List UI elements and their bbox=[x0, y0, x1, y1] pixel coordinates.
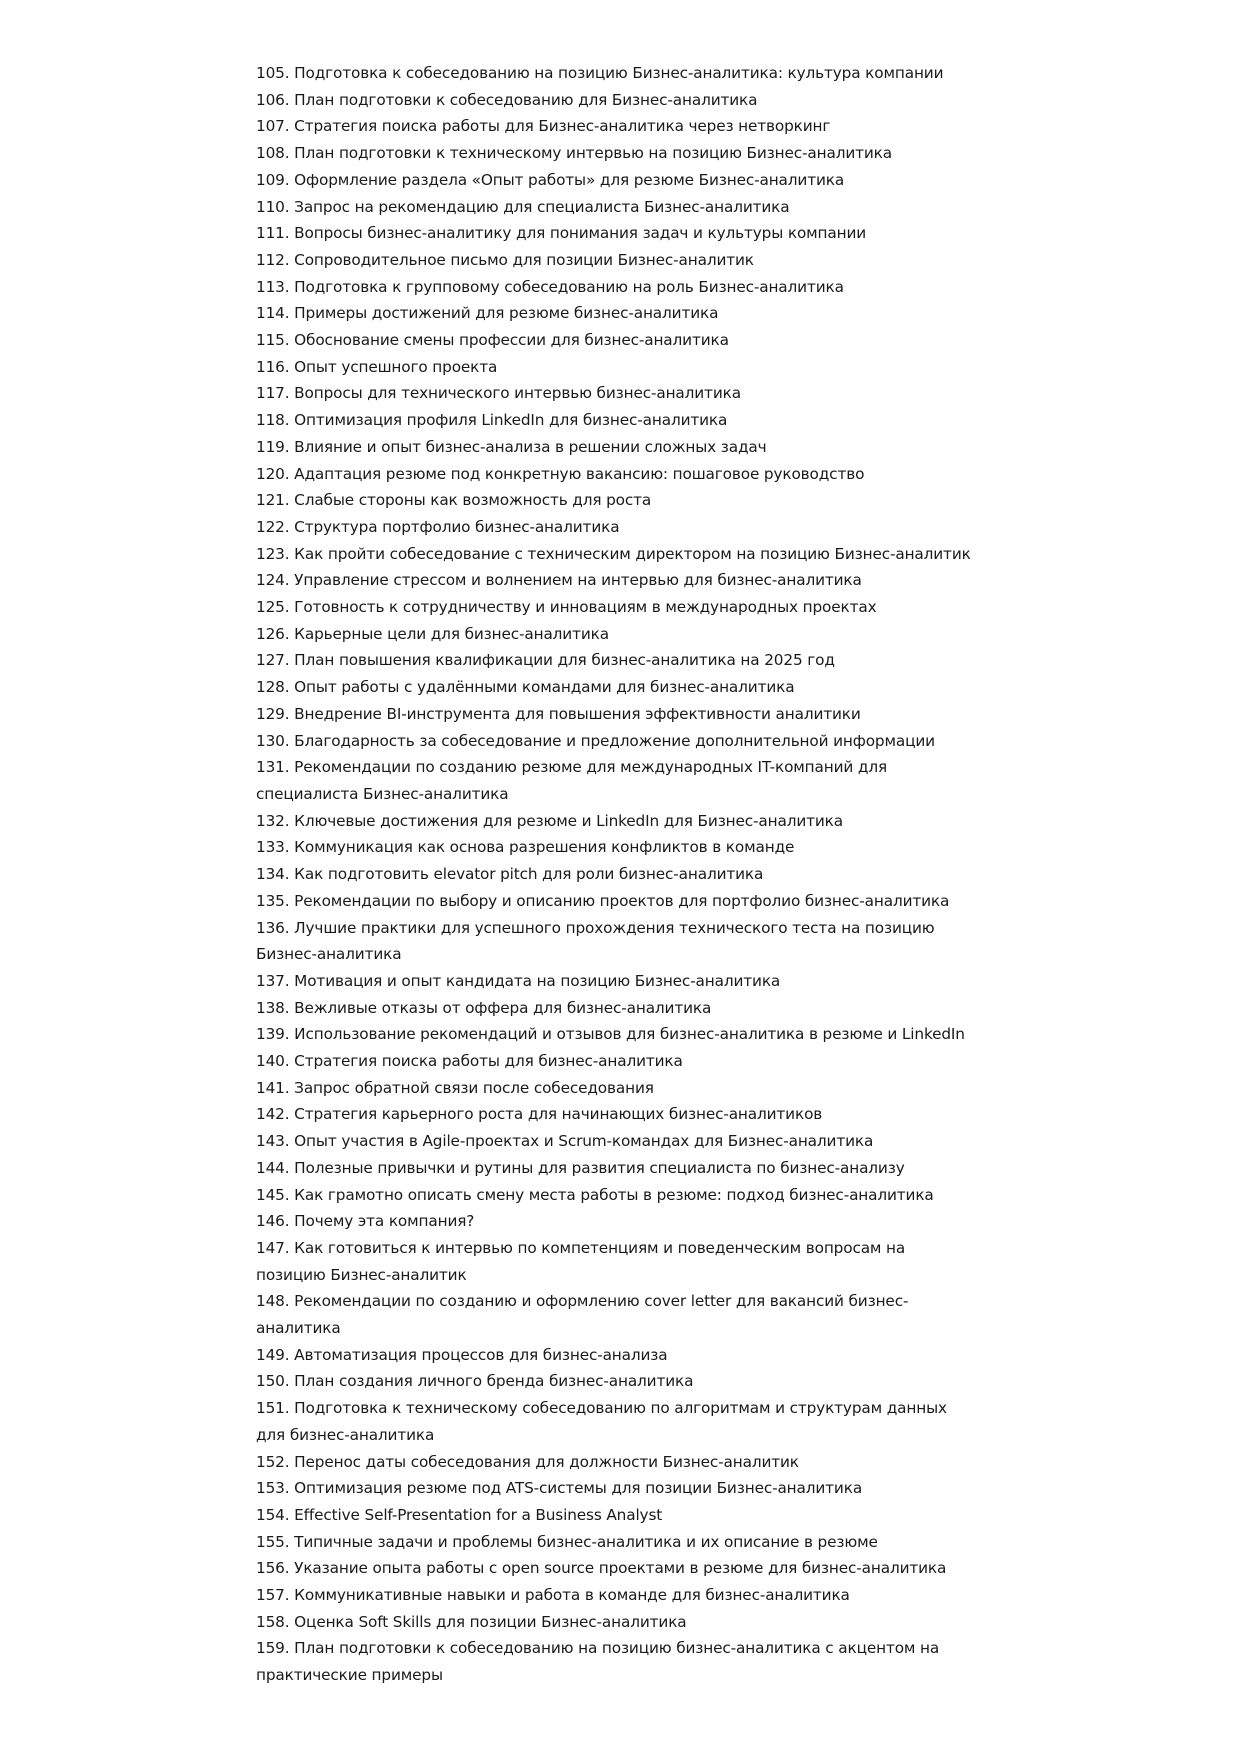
list-item: 149. Автоматизация процессов для бизнес-анализа bbox=[256, 1345, 668, 1364]
list-item: 151. Подготовка к техническому собеседованию по алгоритмам и структурам данных для бизнес-аналитика bbox=[256, 1399, 947, 1444]
list-item: 112. Сопроводительное письмо для позиции Бизнес-аналитик bbox=[256, 250, 754, 269]
list-item: 121. Слабые стороны как возможность для роста bbox=[256, 491, 652, 510]
list-item: 150. План создания личного бренда бизнес-аналитика bbox=[256, 1372, 694, 1391]
list-item: 110. Запрос на рекомендацию для специалиста Бизнес-аналитика bbox=[256, 197, 790, 216]
list-item: 125. Готовность к сотрудничеству и инновациям в международных проектах bbox=[256, 598, 877, 617]
list-item: 138. Вежливые отказы от оффера для бизнес-аналитика bbox=[256, 998, 712, 1017]
list-item: 133. Коммуникация как основа разрешения конфликтов в команде bbox=[256, 838, 795, 857]
list-item: 137. Мотивация и опыт кандидата на позицию Бизнес-аналитика bbox=[256, 971, 781, 990]
list-item: 158. Оценка Soft Skills для позиции Бизнес-аналитика bbox=[256, 1612, 687, 1631]
list-item: 113. Подготовка к групповому собеседованию на роль Бизнес-аналитика bbox=[256, 277, 844, 296]
list-item: 127. План повышения квалификации для бизнес-аналитика на 2025 год bbox=[256, 651, 835, 670]
list-item: 153. Оптимизация резюме под ATS-системы для позиции Бизнес-аналитика bbox=[256, 1479, 863, 1498]
list-item: 119. Влияние и опыт бизнес-анализа в решении сложных задач bbox=[256, 437, 767, 456]
list-item: 136. Лучшие практики для успешного прохождения технического теста на позицию Бизнес-аналитика bbox=[256, 918, 935, 964]
list-item: 154. Effective Self-Presentation for a Business Analyst bbox=[256, 1505, 663, 1524]
list-item: 111. Вопросы бизнес-аналитику для понимания задач и культуры компании bbox=[256, 224, 867, 243]
list-item: 156. Указание опыта работы с open source проектами в резюме для бизнес-аналитика bbox=[256, 1559, 947, 1578]
list-item: 157. Коммуникативные навыки и работа в команде для бизнес-аналитика bbox=[256, 1586, 850, 1605]
list-item: 152. Перенос даты собеседования для должности Бизнес-аналитик bbox=[256, 1452, 799, 1471]
list-item: 109. Оформление раздела «Опыт работы» для резюме Бизнес-аналитика bbox=[256, 170, 845, 189]
list-item: 126. Карьерные цели для бизнес-аналитика bbox=[256, 624, 609, 643]
list-item: 117. Вопросы для технического интервью бизнес-аналитика bbox=[256, 384, 741, 403]
list-item: 106. План подготовки к собеседованию для Бизнес-аналитика bbox=[256, 90, 758, 109]
list-item: 131. Рекомендации по созданию резюме для международных IT-компаний для специалиста Бизнес-аналитика bbox=[256, 758, 887, 803]
list-item: 141. Запрос обратной связи после собеседования bbox=[256, 1078, 654, 1097]
list-item: 159. План подготовки к собеседованию на позицию бизнес-аналитика с акцентом на практические примеры bbox=[256, 1639, 940, 1685]
list-item: 146. Почему эта компания? bbox=[256, 1212, 475, 1231]
topic-list bbox=[256, 60, 976, 1689]
list-item: 139. Использование рекомендаций и отзывов для бизнес-аналитика в резюме и LinkedIn bbox=[256, 1025, 965, 1044]
list-item: 107. Стратегия поиска работы для Бизнес-аналитика через нетворкинг bbox=[256, 117, 831, 136]
list-item: 143. Опыт участия в Agile-проектах и Scrum-командах для Бизнес-аналитика bbox=[256, 1132, 874, 1151]
list-item: 122. Структура портфолио бизнес-аналитика bbox=[256, 517, 620, 536]
list-item: 123. Как пройти собеседование с техническим директором на позицию Бизнес-аналитик bbox=[256, 544, 971, 563]
list-item: 140. Стратегия поиска работы для бизнес-аналитика bbox=[256, 1052, 683, 1071]
list-item: 155. Типичные задачи и проблемы бизнес-аналитика и их описание в резюме bbox=[256, 1532, 878, 1551]
list-item: 108. План подготовки к техническому интервью на позицию Бизнес-аналитика bbox=[256, 144, 892, 163]
list-item: 142. Стратегия карьерного роста для начинающих бизнес-аналитиков bbox=[256, 1105, 823, 1124]
list-item: 144. Полезные привычки и рутины для развития специалиста по бизнес-анализу bbox=[256, 1158, 905, 1177]
list-item: 116. Опыт успешного проекта bbox=[256, 357, 498, 376]
list-item: 105. Подготовка к собеседованию на позицию Бизнес-аналитика: культура компании bbox=[256, 64, 944, 82]
list-item: 132. Ключевые достижения для резюме и LinkedIn для Бизнес-аналитика bbox=[256, 811, 843, 830]
list-item: 145. Как грамотно описать смену места работы в резюме: подход бизнес-аналитика bbox=[256, 1185, 934, 1204]
document-page bbox=[256, 60, 976, 1689]
list-item: 130. Благодарность за собеседование и предложение дополнительной информации bbox=[256, 731, 935, 750]
list-item: 134. Как подготовить elevator pitch для роли бизнес-аналитика bbox=[256, 865, 764, 884]
list-item: 124. Управление стрессом и волнением на интервью для бизнес-аналитика bbox=[256, 571, 862, 590]
list-item: 135. Рекомендации по выбору и описанию проектов для портфолио бизнес-аналитика bbox=[256, 891, 950, 910]
list-item: 129. Внедрение BI-инструмента для повышения эффективности аналитики bbox=[256, 704, 861, 723]
list-item: 147. Как готовиться к интервью по компетенциям и поведенческим вопросам на позицию Бизнес-аналитик bbox=[256, 1238, 906, 1284]
list-item: 120. Адаптация резюме под конкретную вакансию: пошаговое руководство bbox=[256, 464, 865, 483]
list-item: 148. Рекомендации по созданию и оформлению cover letter для вакансий бизнес-аналитика bbox=[256, 1292, 909, 1338]
list-item: 114. Примеры достижений для резюме бизнес-аналитика bbox=[256, 304, 719, 323]
list-item: 118. Оптимизация профиля LinkedIn для бизнес-аналитика bbox=[256, 411, 728, 430]
list-item: 128. Опыт работы с удалёнными командами для бизнес-аналитика bbox=[256, 678, 795, 697]
list-item: 115. Обоснование смены профессии для бизнес-аналитика bbox=[256, 331, 729, 350]
